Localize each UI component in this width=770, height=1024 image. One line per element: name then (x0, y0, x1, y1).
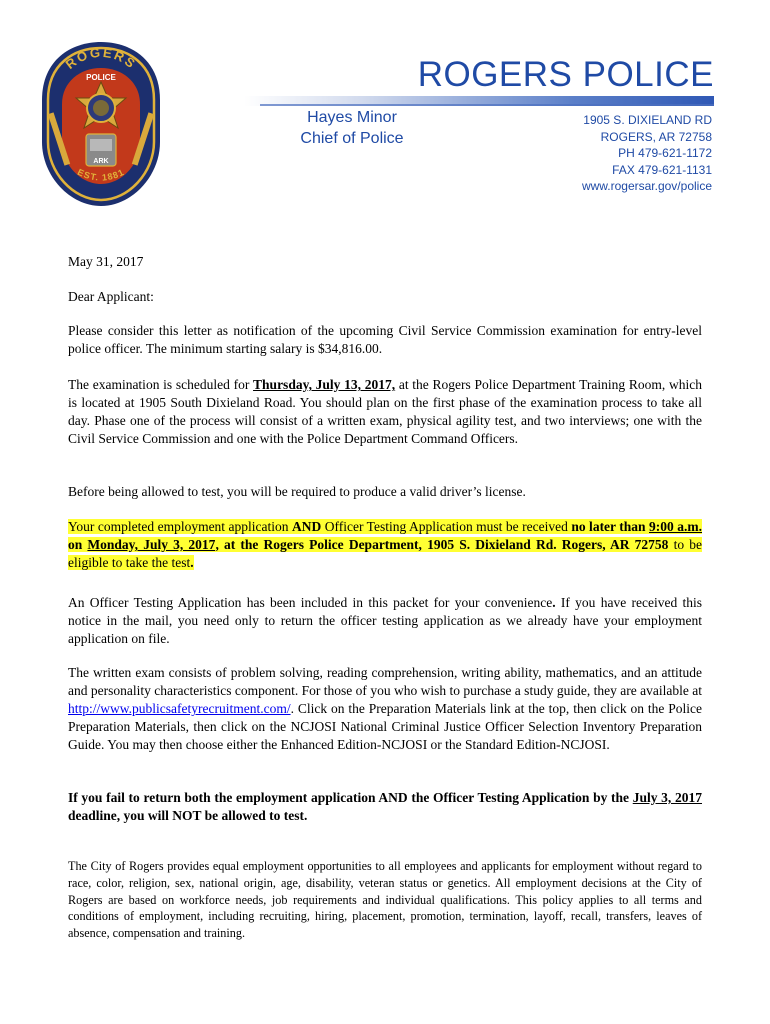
deadline-text-2: Officer Testing Application must be received (321, 519, 572, 534)
address-street: 1905 S. DIXIELAND RD (583, 113, 712, 127)
testing-app-text-2: If you have received this notice in the mail, you need only to return the officer testing application as we already have your employment application on file. (68, 595, 702, 646)
chief-block (292, 107, 412, 149)
paragraph-license: Before being allowed to test, you will be required to produce a valid driver’s license. (68, 484, 526, 499)
address-website[interactable]: www.rogersar.gov/police (581, 179, 712, 193)
department-name: ROGERS POLICE (417, 55, 714, 94)
letter-salutation: Dear Applicant: (68, 289, 154, 304)
written-exam-text-2: . Click on the Preparation Materials link at the top, then click on the Police Preparation Materials, then click on the NCJOSI National Criminal Justice Officer Selection Inventory Preparation Guide. You may then choose either the Enhanced Edition-NCJOSI or the Standard Edition-NCJOSI. (68, 701, 702, 752)
chief-name: Hayes Minor (307, 109, 397, 126)
paragraph-equal-opportunity: The City of Rogers provides equal employment opportunities to all employees and applicants for employment without regard to race, color, religion, sex, national origin, age, disability, veteran status or genetics. All employment decisions at the City of Rogers are based on workforce needs, job requirements and individual qualifications. This policy applies to all terms and conditions of employment, including recruiting, hiring, placement, promotion, termination, layoff, recall, transfers, leaves of absence, compensation and training. (68, 859, 702, 941)
exam-date: Thursday, July 13, 2017, (253, 377, 396, 392)
address-phone: PH 479-621-1172 (618, 146, 712, 160)
study-guide-link[interactable]: http://www.publicsafetyrecruitment.com/ (68, 701, 291, 716)
deadline-and: AND (292, 519, 322, 534)
paragraph-testing-application (68, 594, 702, 648)
paragraph-warning (68, 789, 702, 825)
deadline-location: , at the Rogers Police Department, 1905 S. Dixieland Rd. Rogers, AR 72758 (215, 537, 669, 552)
warning-text-1: If you fail to return both the employment application AND the Officer Testing Application by the (68, 790, 633, 805)
address-fax: FAX 479-621-1131 (612, 162, 712, 177)
warning-text-2: deadline, you will NOT be allowed to test. (68, 808, 308, 823)
testing-app-text-1: An Officer Testing Application has been included in this packet for your convenience (68, 595, 553, 610)
deadline-period: . (190, 555, 194, 570)
svg-text:ARK: ARK (93, 158, 109, 165)
chief-title: Chief of Police (300, 130, 404, 147)
paragraph-exam-schedule (68, 376, 702, 448)
deadline-time: 9:00 a.m. (649, 519, 702, 534)
svg-text:ROGERS: ROGERS (62, 44, 140, 73)
header-rule (260, 104, 714, 106)
exam-schedule-text-1: The examination is scheduled for (68, 377, 254, 392)
police-badge-logo (36, 38, 166, 210)
paragraph-deadline-notice (68, 518, 702, 572)
deadline-text-1: Your completed employment application (68, 519, 292, 534)
letter-date: May 31, 2017 (68, 254, 144, 269)
deadline-text-3: to be eligible to take the test (68, 537, 702, 570)
svg-text:EST. 1881: EST. 1881 (75, 166, 127, 183)
written-exam-text-1: The written exam consists of problem solving, reading comprehension, writing ability, mathematics, and an attitude and personality characteristics component. For those of you who wish to purchase a study guide, they are available at (68, 665, 702, 698)
testing-app-dot: . (552, 595, 556, 610)
deadline-no-later: no later than (571, 519, 650, 534)
paragraph-written-exam (68, 664, 702, 754)
exam-schedule-text-2: at the Rogers Police Department Training Room, which is located at 1905 South Dixieland Road. You should plan on the first phase of the examination process to take all day. Phase one of the process will consist of a written exam, physical agility test, and two interviews; one with the Civil Service Commission and one with the Police Department Command Officers. (68, 377, 702, 446)
paragraph-notification: Please consider this letter as notification of the upcoming Civil Service Commission examination for entry-level police officer. The minimum starting salary is $34,816.00. (68, 323, 702, 356)
deadline-on: on (68, 537, 88, 552)
svg-text:POLICE: POLICE (86, 73, 116, 82)
warning-date: July 3, 2017 (632, 790, 702, 805)
deadline-date: Monday, July 3, 2017 (87, 537, 216, 552)
address-block (582, 112, 712, 195)
address-city: ROGERS, AR 72758 (600, 129, 712, 144)
